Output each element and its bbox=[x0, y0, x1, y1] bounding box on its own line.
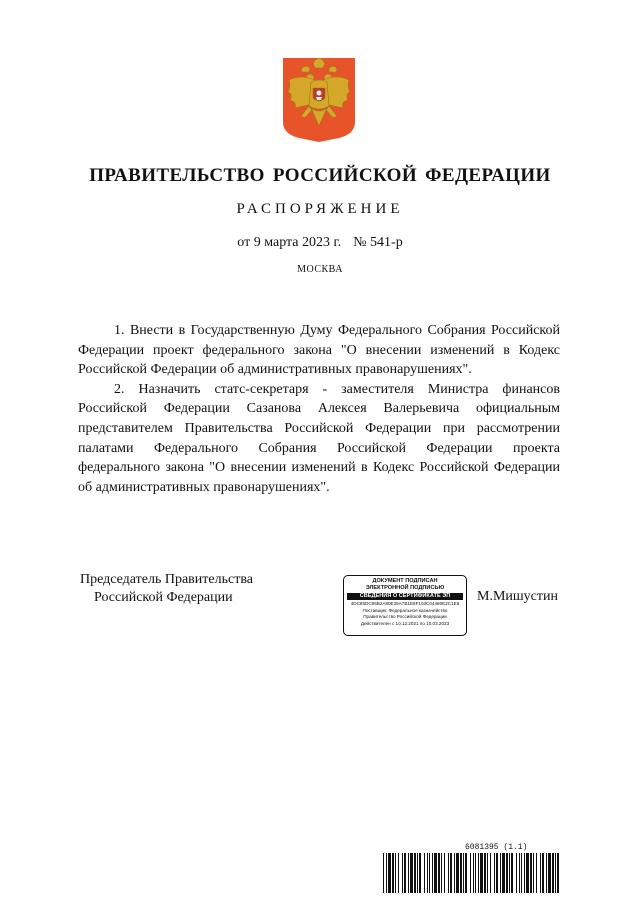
stamp-line2: ЭЛЕКТРОННОЙ ПОДПИСЬЮ bbox=[365, 585, 445, 591]
stamp-issuer: Поставщик: Федеральное казначейство bbox=[362, 607, 448, 613]
document-type: РАСПОРЯЖЕНИЕ bbox=[236, 201, 404, 217]
document-number: № 541-р bbox=[353, 235, 403, 250]
signatory-position-line2: Российской Федерации bbox=[94, 590, 233, 605]
document-date-line bbox=[0, 235, 640, 251]
signatory-position-line1: Председатель Правительства bbox=[80, 572, 253, 587]
signatory-position bbox=[80, 571, 280, 607]
stamp-validity: Действителен с 10.12.2021 по 10.03.2023 bbox=[360, 620, 450, 626]
electronic-signature-stamp bbox=[343, 575, 467, 636]
barcode bbox=[383, 853, 559, 893]
barcode-number: 6081395 (1.1) bbox=[465, 843, 528, 852]
stamp-owner: Правительство Российской Федерации bbox=[363, 614, 447, 619]
document-city: МОСКВА bbox=[297, 264, 343, 275]
signatory-name: М.Мишустин bbox=[477, 589, 558, 604]
paragraph-2: 2. Назначить статс-секретаря - заместителя Министра финансов Российской Федерации Сазанова Алексея Валерьевича официальным представителем Правительства Российской Федерации при рассмотрении палатами Федерального Собрания Российской Федерации проекта федерального закона "О внесении изменений в Кодекс Российской Федерации об административных правонарушениях". bbox=[78, 381, 560, 495]
document-date: от 9 марта 2023 г. bbox=[237, 235, 342, 250]
government-title: ПРАВИТЕЛЬСТВО РОССИЙСКОЙ ФЕДЕРАЦИИ bbox=[89, 165, 551, 186]
coat-of-arms-emblem bbox=[281, 56, 357, 144]
document-body bbox=[78, 321, 560, 497]
stamp-band: СВЕДЕНИЯ О СЕРТИФИКАТЕ ЭП bbox=[347, 593, 463, 600]
stamp-line1: ДОКУМЕНТ ПОДПИСАН bbox=[372, 578, 438, 584]
stamp-serial: 4DC85DC95B2A80E39A7B1E8F103C04480E2C1E8 bbox=[350, 601, 460, 606]
paragraph-1: 1. Внести в Государственную Думу Федерального Собрания Российской Федерации проект федерального закона "О внесении изменений в Кодекс Российской Федерации об административных правонарушениях". bbox=[78, 323, 560, 378]
